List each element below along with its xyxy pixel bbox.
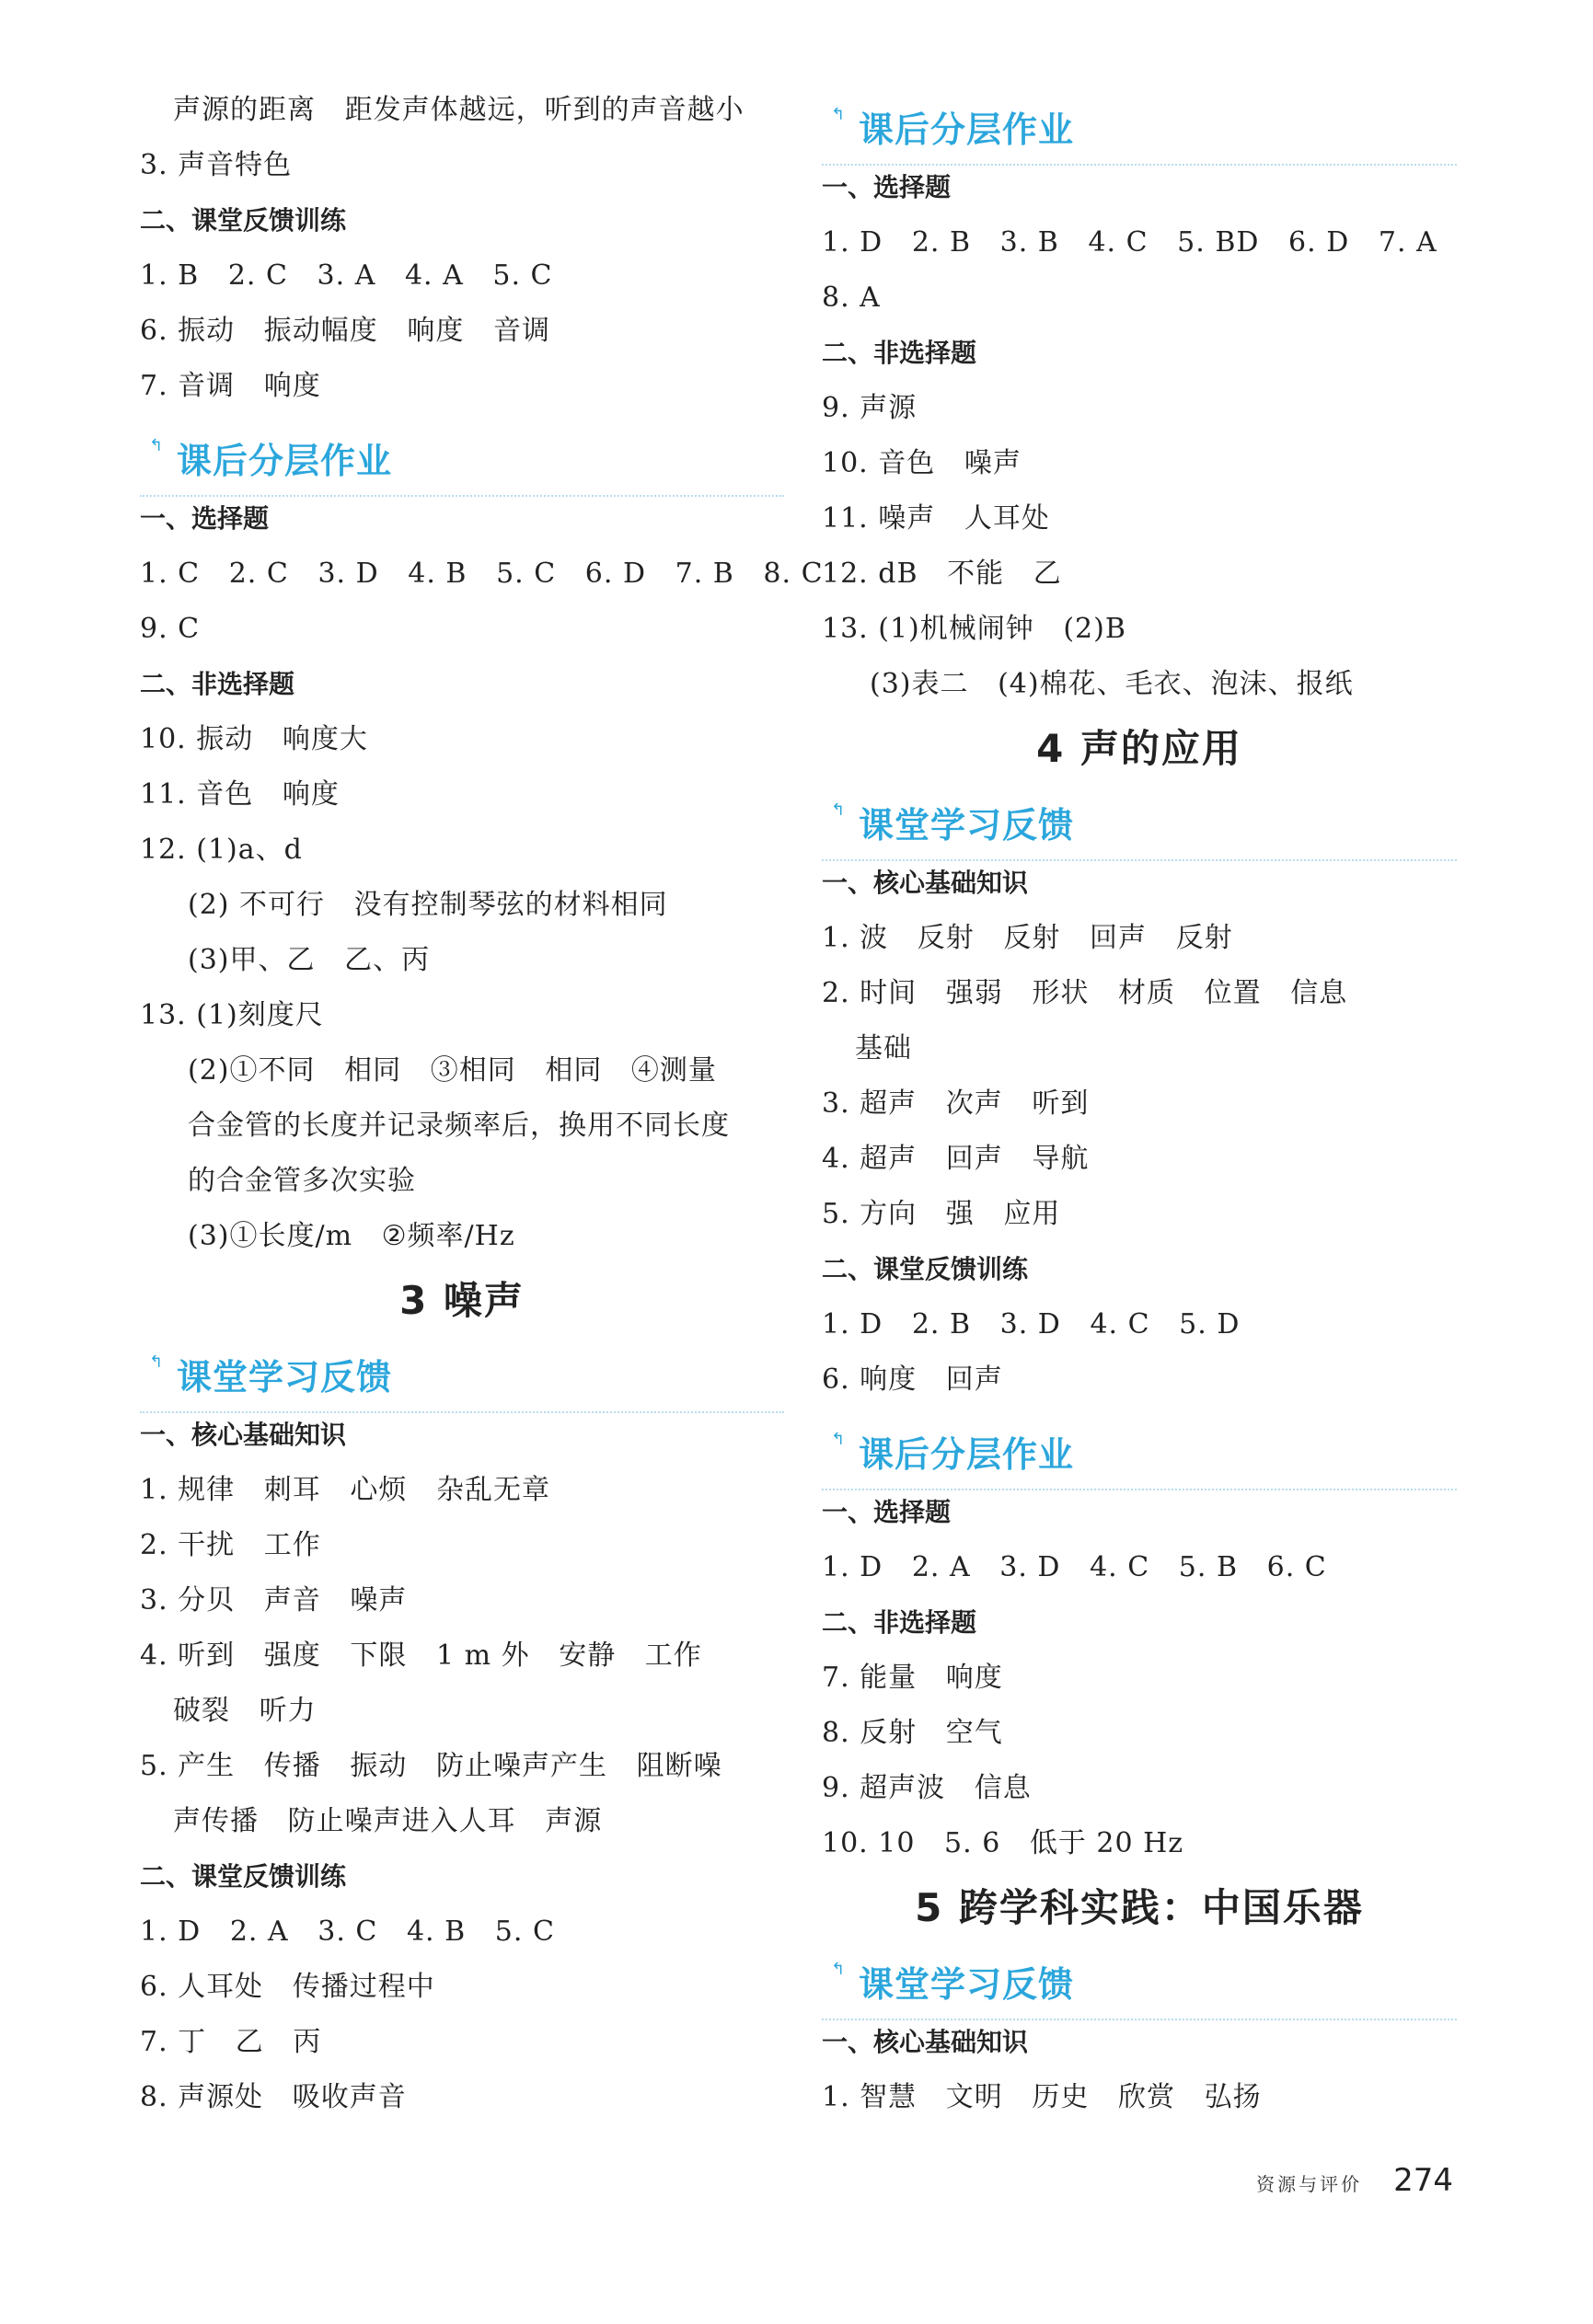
answer-line: (3)表二 (4)棉花、毛衣、泡沫、报纸: [870, 668, 1354, 700]
banner-title: 课堂学习反馈: [177, 1357, 393, 1398]
answer-line: 1. D 2. A 3. D 4. C 5. B 6. C: [822, 1551, 1327, 1583]
answer-line: 3. 分贝 声音 噪声: [140, 1584, 408, 1616]
banner-title: 课后分层作业: [859, 1434, 1075, 1475]
refresh-icon: ↰: [149, 1352, 164, 1372]
answer-line: 1. B 2. C 3. A 4. A 5. C: [140, 259, 553, 292]
answer-line: 10. 音色 噪声: [822, 447, 1022, 479]
answer-line: 9. 超声波 信息: [822, 1772, 1032, 1804]
banner-title: 课堂学习反馈: [859, 1964, 1075, 2005]
footer-label: 资源与评价: [1256, 2173, 1363, 2195]
answer-line: 7. 丁 乙 丙: [140, 2026, 322, 2058]
page-number: 274: [1393, 2162, 1453, 2199]
answer-line: 9. 声源: [822, 392, 918, 424]
section-banner-class: [822, 1949, 1457, 2020]
answer-line: 4. 听到 强度 下限 1 m 外 安静 工作: [140, 1639, 702, 1672]
answer-line: (2)①不同 相同 ③相同 相同 ④测量: [188, 1054, 717, 1087]
refresh-icon: ↰: [831, 1430, 846, 1449]
answer-line: 1. 波 反射 反射 回声 反射: [822, 922, 1233, 954]
text-line: 3. 声音特色: [140, 149, 293, 181]
section-subtitle: 二、非选择题: [140, 669, 295, 699]
answer-line: 5. 方向 强 应用: [822, 1198, 1061, 1230]
refresh-icon: ↰: [149, 436, 164, 455]
answer-line: 6. 响度 回声: [822, 1363, 1003, 1396]
answer-line: 声传播 防止噪声进入人耳 声源: [173, 1805, 603, 1837]
answer-line: 1. D 2. B 3. D 4. C 5. D: [822, 1308, 1241, 1340]
section-banner-homework: [822, 1419, 1457, 1490]
chapter-heading: 5 跨学科实践：中国乐器: [915, 1885, 1364, 1930]
section-subtitle: 一、选择题: [822, 1497, 952, 1527]
refresh-icon: ↰: [831, 105, 846, 124]
section-banner-class: [140, 1341, 784, 1413]
answer-line: 6. 振动 振动幅度 响度 音调: [140, 315, 550, 347]
section-subtitle: 二、课堂反馈训练: [140, 205, 347, 236]
chapter-heading: 4 声的应用: [1036, 726, 1242, 771]
banner-title: 课后分层作业: [859, 109, 1075, 150]
answer-line: 1. 智慧 文明 历史 欣赏 弘扬: [822, 2081, 1262, 2113]
section-subtitle: 一、核心基础知识: [822, 868, 1029, 898]
answer-line: 6. 人耳处 传播过程中: [140, 1971, 435, 2003]
answer-line: 4. 超声 回声 导航: [822, 1143, 1090, 1175]
answer-line: 13. (1)刻度尺: [140, 999, 324, 1031]
section-subtitle: 二、非选择题: [822, 1607, 977, 1638]
answer-line: 5. 产生 传播 振动 防止噪声产生 阻断噪: [140, 1750, 722, 1782]
right-column: [822, 92, 1457, 2134]
answer-line: 10. 10 5. 6 低于 20 Hz: [822, 1827, 1184, 1859]
banner-title: 课后分层作业: [177, 441, 393, 481]
section-subtitle: 一、选择题: [140, 503, 270, 534]
left-column: [140, 92, 824, 2134]
section-subtitle: 一、选择题: [822, 172, 952, 202]
section-banner-homework: [140, 425, 784, 497]
answer-line: 10. 振动 响度大: [140, 723, 368, 755]
answer-line: 1. C 2. C 3. D 4. B 5. C 6. D 7. B 8. C: [140, 558, 824, 590]
answer-line: 1. 规律 刺耳 心烦 杂乱无章: [140, 1474, 550, 1506]
text-line: 声源的距离 距发声体越远，听到的声音越小: [173, 94, 745, 126]
answer-line: (2) 不可行 没有控制琴弦的材料相同: [188, 889, 668, 921]
answer-line: 12. dB 不能 乙: [822, 558, 1062, 590]
answer-line: 11. 噪声 人耳处: [822, 502, 1050, 535]
answer-line: 8. A: [822, 282, 881, 314]
answer-line: (3)甲、乙 乙、丙: [188, 944, 431, 976]
section-subtitle: 二、课堂反馈训练: [140, 1861, 347, 1892]
section-subtitle: 一、核心基础知识: [822, 2027, 1029, 2057]
answer-line: 7. 能量 响度: [822, 1662, 1003, 1694]
refresh-icon: ↰: [831, 1960, 846, 1979]
answer-line: 8. 反射 空气: [822, 1717, 1003, 1749]
answer-line: 破裂 听力: [173, 1695, 317, 1727]
chapter-heading: 3 噪声: [399, 1278, 525, 1323]
answer-line: 2. 时间 强弱 形状 材质 位置 信息: [822, 977, 1348, 1009]
answer-line: 9. C: [140, 613, 201, 645]
section-subtitle: 二、课堂反馈训练: [822, 1254, 1029, 1284]
section-banner-homework: [822, 94, 1457, 166]
answer-line: 1. D 2. B 3. B 4. C 5. BD 6. D 7. A: [822, 226, 1437, 259]
answer-line: 合金管的长度并记录频率后，换用不同长度: [188, 1110, 730, 1142]
answer-line: 7. 音调 响度: [140, 370, 321, 402]
answer-line: 11. 音色 响度: [140, 778, 340, 811]
answer-line: 的合金管多次实验: [188, 1165, 416, 1197]
answer-line: 3. 超声 次声 听到: [822, 1087, 1090, 1120]
answer-line: 12. (1)a、d: [140, 834, 303, 866]
answer-line: (3)①长度/m ②频率/Hz: [188, 1220, 515, 1252]
answer-line: 2. 干扰 工作: [140, 1529, 321, 1561]
banner-title: 课堂学习反馈: [859, 805, 1075, 846]
section-banner-class: [822, 789, 1457, 861]
answer-line: 8. 声源处 吸收声音: [140, 2081, 407, 2113]
refresh-icon: ↰: [831, 800, 846, 820]
section-subtitle: 二、非选择题: [822, 338, 977, 368]
answer-line: 13. (1)机械闹钟 (2)B: [822, 613, 1126, 645]
answer-line: 基础: [855, 1032, 912, 1064]
section-subtitle: 一、核心基础知识: [140, 1420, 347, 1450]
answer-line: 1. D 2. A 3. C 4. B 5. C: [140, 1916, 555, 1948]
page-footer: [1256, 2162, 1453, 2199]
